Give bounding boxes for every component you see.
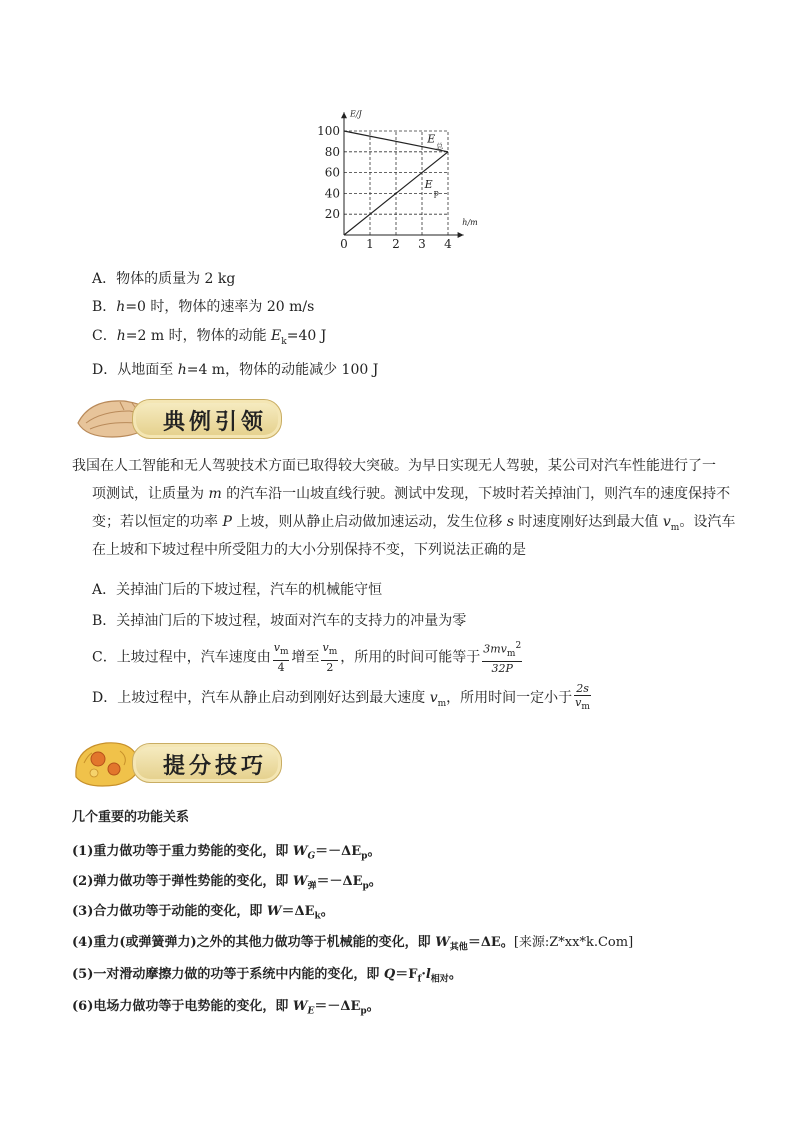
- tips-heading: 几个重要的功能关系: [72, 810, 190, 825]
- source-note: [来源:Z*xx*k.Com]: [513, 935, 634, 950]
- section-banner-tips: [72, 737, 290, 787]
- x-axis-arrow: [458, 232, 464, 238]
- tip-5: (5)一对滑动摩擦力做的功等于系统中内能的变化，即 $Q=F_f\cdot l_{相对}$。: [72, 967, 462, 985]
- section-banner-examples: [72, 393, 290, 443]
- fraction-vm-over-4: $\frac{v_m}{4}$: [273, 641, 289, 674]
- y-tick-label: 20: [324, 207, 340, 222]
- y-tick-label: 80: [324, 144, 340, 159]
- option-d: D．从地面至 h=4 m，物体的动能减少 100 J: [92, 362, 379, 378]
- tip-4: (4)重力(或弹簧弹力)之外的其他力做功等于机械能的变化，即 $W_{其他}=\Delta E$。[来源:Z*xx*k.Com]: [72, 935, 634, 953]
- example-option-c: C．上坡过程中，汽车速度由 $\frac{v_m}{4}$ 增至 $\frac{v_m}{2}$ ，所用的时间可能等于 $\frac{3mv_m^2}{32P}$: [92, 641, 522, 675]
- example-line-4: 在上坡和下坡过程中所受阻力的大小分别保持不变，下列说法正确的是: [92, 542, 526, 558]
- y-axis-arrow: [341, 112, 347, 118]
- example-option-a: A．关掉油门后的下坡过程，汽车的机械能守恒: [92, 582, 383, 598]
- option-a: A．物体的质量为 2 kg: [92, 271, 236, 287]
- series-label-ep-sub: p: [433, 188, 439, 198]
- energy-height-graph: [300, 95, 500, 250]
- series-label-total-sub: 总: [436, 142, 444, 151]
- fraction-3mvm2-over-32p: $\frac{3mv_m^2}{32P}$: [483, 641, 522, 675]
- series-label-total: E: [427, 132, 436, 146]
- x-axis-label: h/m: [462, 218, 478, 227]
- example-line-2: 项测试，让质量为 m 的汽车沿一山坡直线行驶。测试中发现，下坡时若关掉油门，则汽车的速度保持不: [92, 486, 731, 502]
- option-c: C．h=2 m 时，物体的动能 $E_k=40$ J: [92, 328, 327, 347]
- y-axis-label: E/J: [350, 109, 362, 119]
- tip-6: (6)电场力做功等于电势能的变化，即 $W_E=-\Delta E_p$。: [72, 999, 380, 1017]
- x-tick-label: 2: [392, 237, 400, 250]
- fraction-vm-over-2: $\frac{v_m}{2}$: [322, 641, 338, 674]
- x-tick-label: 1: [366, 237, 374, 250]
- tip-1: (1)重力做功等于重力势能的变化，即 $W_G=-\Delta E_p$。: [72, 844, 381, 862]
- x-tick-label: 3: [418, 237, 426, 250]
- tip-2: (2)弹力做功等于弹性势能的变化，即 $W_弹=-\Delta E_p$。: [72, 874, 382, 892]
- y-tick-label: 100: [317, 124, 340, 138]
- banner-title: 提分技巧: [162, 754, 267, 779]
- example-option-b: B．关掉油门后的下坡过程，坡面对汽车的支持力的冲量为零: [92, 613, 467, 629]
- fraction-2s-over-vm: $\frac{2s}{v_m}$: [575, 682, 590, 713]
- y-tick-label: 60: [324, 165, 340, 180]
- series-label-ep: E: [424, 178, 433, 192]
- tip-3: (3)合力做功等于动能的变化，即 $W=\Delta E_k$。: [72, 904, 334, 922]
- y-tick-label: 40: [324, 186, 340, 201]
- x-tick-label: 4: [444, 237, 452, 250]
- example-line-3: 变；若以恒定的功率 P 上坡，则从静止启动做加速运动，发生位移 s 时速度刚好达到最大值 $v_m$。设汽车: [92, 514, 736, 533]
- example-line-1: 我国在人工智能和无人驾驶技术方面已取得较大突破。为早日实现无人驾驶，某公司对汽车性能进行了一: [72, 458, 716, 474]
- example-option-d: D．上坡过程中，汽车从静止启动到刚好达到最大速度 $v_m$，所用时间一定小于 $\frac{2s}{v_m}$: [92, 682, 590, 713]
- origin-label: 0: [340, 237, 348, 250]
- option-b: B．h=0 时，物体的速率为 20 m/s: [92, 299, 315, 315]
- banner-title: 典例引领: [162, 410, 267, 435]
